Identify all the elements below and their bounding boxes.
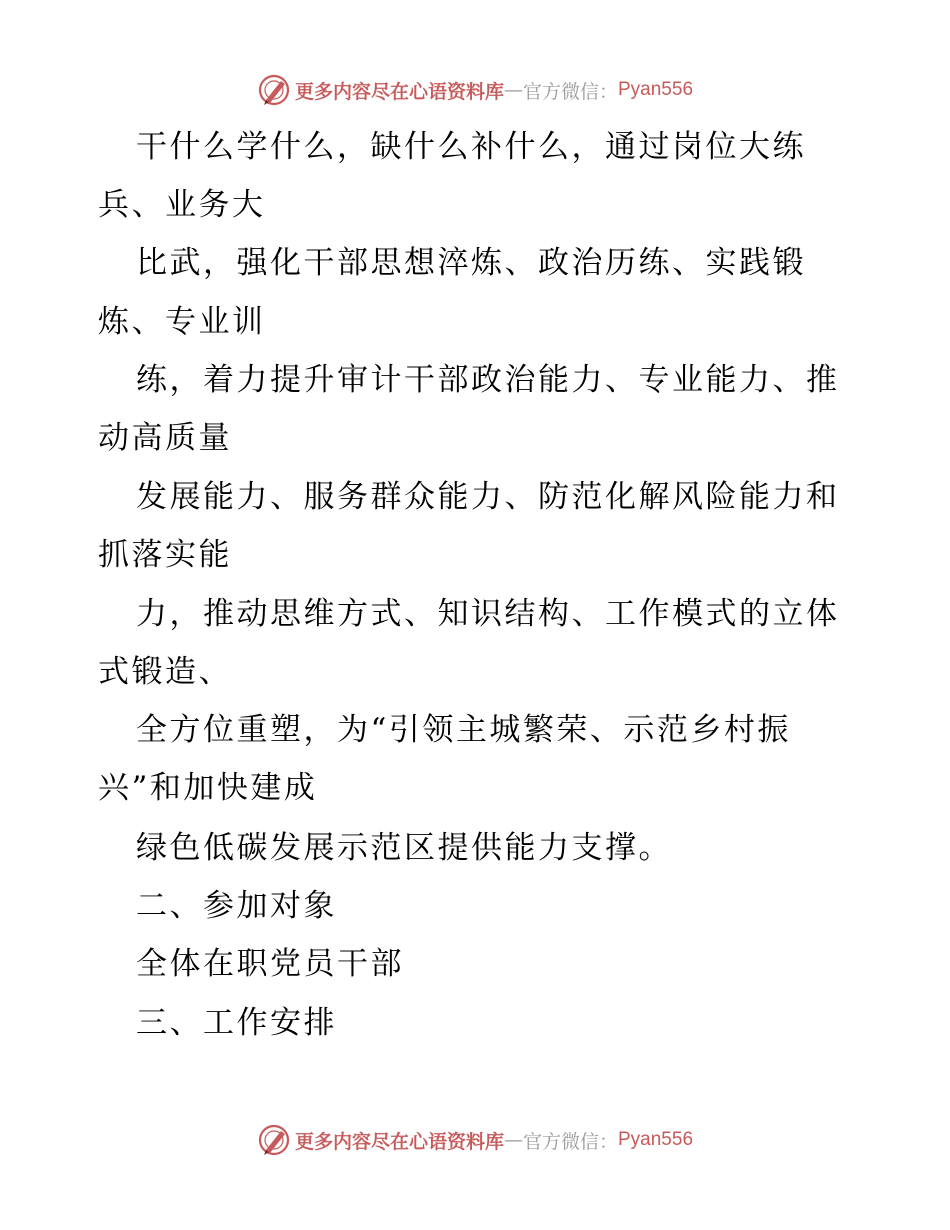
watermark-site-text: 更多内容尽在心语资料库: [294, 80, 504, 103]
paragraph-line: 式锻造、: [98, 654, 232, 690]
watermark-site-text: 更多内容尽在心语资料库: [294, 1130, 504, 1153]
paragraph-line: 全体在职党员干部: [136, 946, 404, 982]
watermark-wechat-id: Pyan556: [618, 1129, 694, 1150]
paragraph-line: 练，着力提升审计干部政治能力、专业能力、推: [136, 362, 840, 398]
pen-in-circle-icon: [257, 73, 291, 107]
paragraph-line: 干什么学什么，缺什么补什么，通过岗位大练: [136, 129, 806, 165]
paragraph-line: 发展能力、服务群众能力、防范化解风险能力和: [136, 479, 840, 515]
paragraph-line: 比武，强化干部思想淬炼、政治历练、实践锻: [136, 245, 806, 281]
paragraph-line: 动高质量: [98, 420, 232, 456]
watermark-wechat-id: Pyan556: [618, 79, 694, 100]
paragraph-line: 炼、专业训: [98, 304, 266, 340]
paragraph-line: 兵、业务大: [98, 187, 266, 223]
paragraph-line: 抓落实能: [98, 537, 232, 573]
paragraph-line: 力，推动思维方式、知识结构、工作模式的立体: [136, 596, 840, 632]
watermark-dash: —: [503, 79, 523, 101]
watermark-wechat-label: 官方微信：: [522, 80, 618, 103]
paragraph-line: 全方位重塑，为“引领主城繁荣、示范乡村振: [136, 712, 791, 748]
footer-watermark: [0, 1120, 950, 1160]
watermark-dash: —: [503, 1129, 523, 1151]
header-watermark: [0, 70, 950, 110]
paragraph-line: 兴”和加快建成: [98, 770, 318, 806]
section-heading: 三、工作安排: [136, 1005, 337, 1041]
section-heading: 二、参加对象: [136, 888, 337, 924]
paragraph-line: 绿色低碳发展示范区提供能力支撑。: [136, 830, 672, 866]
watermark-wechat-label: 官方微信：: [522, 1130, 618, 1153]
pen-in-circle-icon: [257, 1123, 291, 1157]
